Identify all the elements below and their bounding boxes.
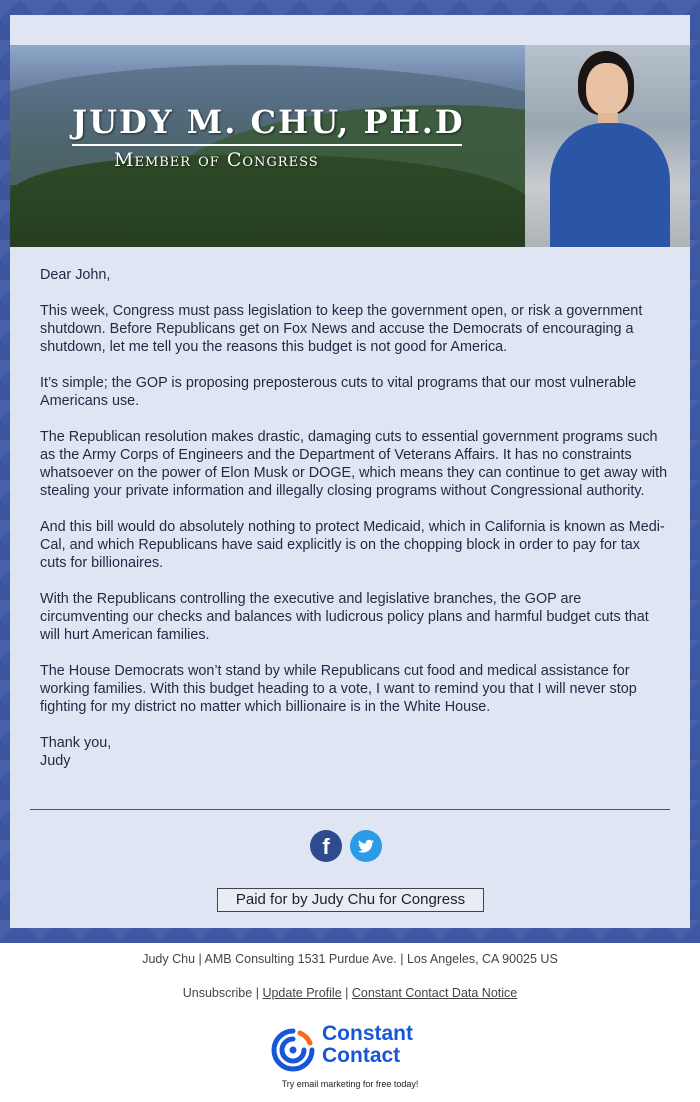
portrait-photo [525,45,690,247]
unsubscribe-link[interactable]: Unsubscribe [182,986,253,1000]
footer-tagline[interactable]: Try email marketing for free today! [281,1079,419,1089]
divider [30,809,670,810]
portrait-jacket [550,123,670,247]
twitter-bird-icon [350,830,382,862]
letter-body [40,266,670,770]
letter-paragraph: It’s simple; the GOP is proposing preposterous cuts to vital programs that our most vulnerable Americans use. [40,375,637,409]
paid-for-disclaimer: Paid for by Judy Chu for Congress [217,888,484,912]
link-separator: | [345,986,349,1000]
footer-links [0,986,700,1000]
footer [0,943,700,1102]
logo-line-1: Constant [322,1022,413,1045]
facebook-icon[interactable] [310,830,342,862]
letter-paragraph: The House Democrats won’t stand by while Republicans cut food and medical assistance for working families. With this budget heading to a vote, I want to remind you that I will never stop fighting for my district no matter which billionaire is in the White House. [40,663,637,715]
constant-contact-mark-icon [270,1027,316,1073]
facebook-glyph: f [322,834,330,859]
update-profile-link[interactable]: Update Profile [262,986,342,1000]
letter-paragraph: With the Republicans controlling the executive and legislative branches, the GOP are circumventing our checks and balances with ludicrous policy plans and harmful budget cuts that will hurt American families. [40,591,649,643]
data-notice-link[interactable]: Constant Contact Data Notice [351,986,518,1000]
banner-rule [72,144,462,146]
banner-name: JUDY M. CHU, PH.D [72,103,465,141]
letter-panel [10,247,690,928]
header-banner [10,45,690,247]
letter-paragraph: And this bill would do absolutely nothing to protect Medicaid, which in California is known as Medi-Cal, and which Republicans have said explicitly is on the chopping block in order to pay for tax cuts for billionaires. [40,519,665,571]
letter-signoff [40,734,670,770]
letter-greeting: Dear John, [40,267,111,283]
letter-closing: Thank you, [40,735,112,751]
footer-address: Judy Chu | AMB Consulting 1531 Purdue Ave. | Los Angeles, CA 90025 US [142,952,558,966]
letter-paragraph: This week, Congress must pass legislation to keep the government open, or risk a government shutdown. Before Republicans get on Fox News and accuse the Democrats of encouraging a shutdown, let me tell you the reasons this budget is not good for America. [40,303,643,355]
letter-signature: Judy [40,753,71,769]
social-links [310,830,390,862]
top-bar [10,15,690,45]
twitter-icon[interactable] [350,830,382,862]
letter-paragraph: The Republican resolution makes drastic, damaging cuts to essential government programs such as the Army Corps of Engineers and the Department of Veterans Affairs. It has no constraints whatsoever on the power of Elon Musk or DOGE, which means they can continue to get away with stealing your private information and illegally closing programs without Congressional authority. [40,429,668,499]
logo-wordmark [322,1023,413,1067]
banner-subtitle: Member of Congress [114,149,319,171]
logo-line-2: Contact [322,1044,401,1067]
portrait-face [586,63,628,115]
link-separator: | [255,986,259,1000]
constant-contact-logo[interactable] [270,1022,440,1073]
